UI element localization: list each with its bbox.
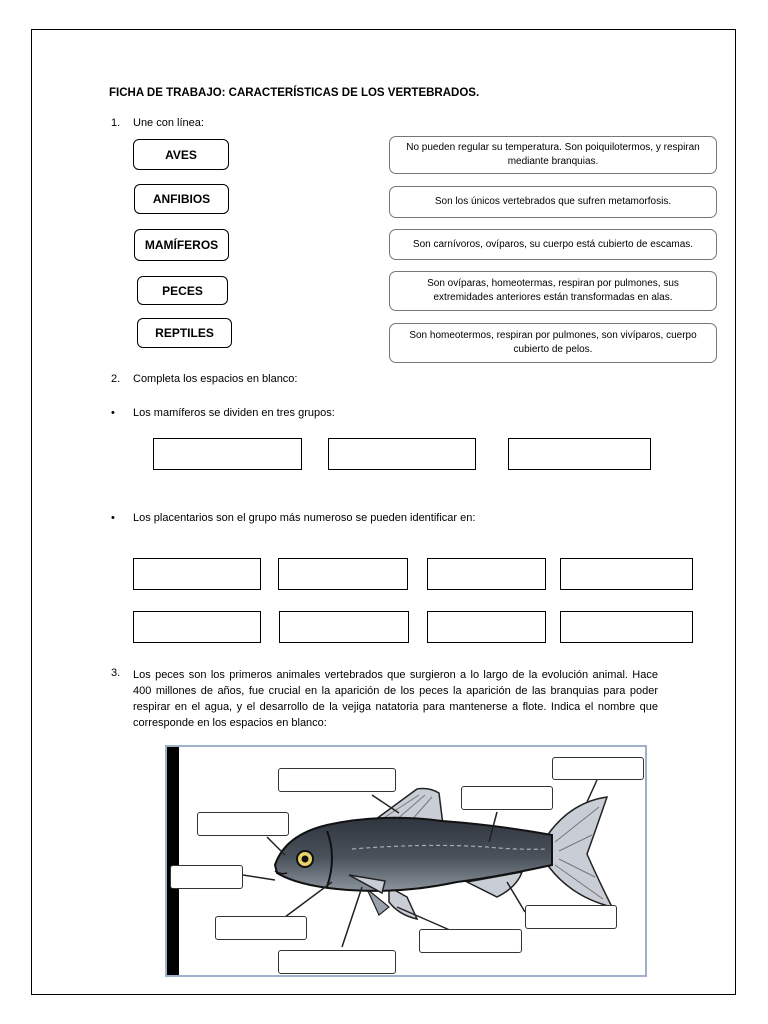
pointer-dorsal	[372, 795, 399, 813]
fish-label-blank-8[interactable]	[419, 929, 522, 953]
fish-illustration	[167, 747, 645, 975]
description-box-1[interactable]: No pueden regular su temperatura. Son poiquilotermos, y respiran mediante branquias.	[389, 136, 717, 174]
q2-item-placentarios: Los placentarios son el grupo más numeroso se pueden identificar en:	[133, 512, 476, 524]
answer-blank-mammal-group-2[interactable]	[328, 438, 476, 470]
fish-label-blank-3[interactable]	[461, 786, 553, 810]
answer-blank-placental-3[interactable]	[427, 558, 546, 590]
group-box-mamiferos[interactable]: MAMÍFEROS	[134, 229, 229, 261]
q2-prompt: Completa los espacios en blanco:	[133, 373, 298, 385]
answer-blank-placental-1[interactable]	[133, 558, 261, 590]
fish-pupil	[302, 856, 309, 863]
answer-blank-placental-7[interactable]	[427, 611, 546, 643]
q3-number: 3.	[111, 667, 121, 679]
answer-blank-mammal-group-3[interactable]	[508, 438, 651, 470]
group-box-peces[interactable]: PECES	[137, 276, 228, 305]
fish-label-blank-1[interactable]	[278, 768, 396, 792]
fish-label-blank-5[interactable]	[170, 865, 243, 889]
pointer-mouth	[243, 875, 275, 880]
answer-blank-placental-2[interactable]	[278, 558, 408, 590]
pointer-anal	[507, 882, 525, 912]
group-box-aves[interactable]: AVES	[133, 139, 229, 170]
description-box-5[interactable]: Son homeotermos, respiran por pulmones, son vivíparos, cuerpo cubierto de pelos.	[389, 323, 717, 363]
q1-number: 1.	[111, 117, 121, 129]
pelvic-fin-small	[367, 889, 389, 915]
q3-paragraph: Los peces son los primeros animales vertebrados que surgieron a lo largo de la evolución animal. Hace 400 millones de años, fue crucial en la aparición de los peces la aparición de las branquias para poder respirar en el agua, y el desarrollo de la vejiga natatoria para mantenerse a flote. Indica el nombre que corresponde en los espacios en blanco:	[133, 669, 658, 729]
description-box-3[interactable]: Son carnívoros, ovíparos, su cuerpo está cubierto de escamas.	[389, 229, 717, 260]
q2-number: 2.	[111, 373, 121, 385]
group-box-anfibios[interactable]: ANFIBIOS	[134, 184, 229, 214]
group-box-reptiles[interactable]: REPTILES	[137, 318, 232, 348]
worksheet-title: FICHA DE TRABAJO: CARACTERÍSTICAS DE LOS VERTEBRADOS.	[109, 87, 480, 99]
answer-blank-placental-8[interactable]	[560, 611, 693, 643]
description-box-2[interactable]: Son los únicos vertebrados que sufren metamorfosis.	[389, 186, 717, 218]
q1-prompt: Une con línea:	[133, 117, 204, 129]
fish-label-blank-7[interactable]	[215, 916, 307, 940]
left-black-bar	[167, 747, 179, 975]
fish-label-blank-6[interactable]	[525, 905, 617, 929]
pointer-pelvic	[397, 907, 452, 931]
pointer-pectoral	[342, 887, 362, 947]
fish-label-blank-4[interactable]	[197, 812, 289, 836]
fish-label-blank-9[interactable]	[278, 950, 396, 974]
answer-blank-placental-4[interactable]	[560, 558, 693, 590]
q2-item-mamiferos: Los mamíferos se dividen en tres grupos:	[133, 407, 335, 419]
pointer-eye	[267, 837, 285, 855]
answer-blank-placental-5[interactable]	[133, 611, 261, 643]
bullet-2: •	[111, 512, 115, 524]
bullet-1: •	[111, 407, 115, 419]
fish-label-blank-2[interactable]	[552, 757, 644, 780]
answer-blank-placental-6[interactable]	[279, 611, 409, 643]
fish-diagram	[165, 745, 647, 977]
description-box-4[interactable]: Son ovíparas, homeotermas, respiran por pulmones, sus extremidades anteriores están transformadas en alas.	[389, 271, 717, 311]
answer-blank-mammal-group-1[interactable]	[153, 438, 302, 470]
caudal-fin	[549, 797, 612, 907]
